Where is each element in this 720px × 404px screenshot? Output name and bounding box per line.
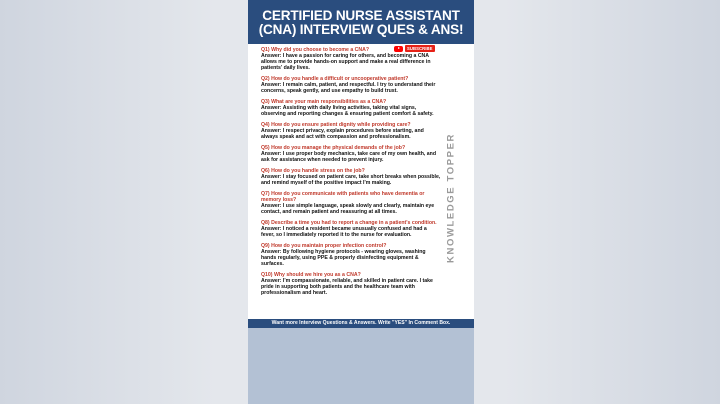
qa-item — [261, 122, 441, 140]
question: Q8) Describe a time you had to report a change in a patient's condition. — [261, 220, 437, 226]
qa-item — [261, 272, 441, 296]
title-banner — [248, 0, 474, 44]
qa-item — [261, 145, 441, 163]
question: Q9) How do you maintain proper infection control? — [261, 243, 387, 249]
answer: Answer: I noticed a resident became unusually confused and had a fever, so I immediately reported it to the nurse for evaluation. — [261, 226, 427, 238]
question: Q3) What are your main responsibilities as a CNA? — [261, 99, 387, 105]
bottom-panel — [248, 328, 474, 404]
qa-item — [261, 168, 441, 186]
watermark-text: KNOWLEDGE TOPPER — [445, 133, 457, 263]
answer: Answer: I use proper body mechanics, take care of my own health, and ask for assistance when needed to prevent injury. — [261, 151, 436, 163]
qa-item — [261, 191, 441, 215]
question: Q7) How do you communicate with patients who have dementia or memory loss? — [261, 191, 425, 203]
qa-item — [261, 99, 441, 117]
qa-list — [248, 44, 474, 296]
answer: Answer: I use simple language, speak slowly and clearly, maintain eye contact, and remain patient and reassuring at all times. — [261, 203, 435, 215]
answer: Answer: I have a passion for caring for others, and becoming a CNA allows me to provide hands-on support and make a real difference in patients' daily lives. — [261, 53, 431, 71]
subscribe-badge[interactable] — [394, 45, 435, 52]
infographic-card — [248, 0, 474, 404]
question: Q5) How do you manage the physical demands of the job? — [261, 145, 406, 151]
subscribe-label: SUBSCRIBE — [407, 46, 433, 51]
title-line-2: (CNA) INTERVIEW QUES & ANS! — [258, 22, 464, 37]
answer: Answer: By following hygiene protocols - wearing gloves, washing hands regularly, using PPE & properly disinfecting equipment & surfaces. — [261, 249, 426, 267]
question: Q4) How do you ensure patient dignity while providing care? — [261, 122, 411, 128]
answer: Answer: I stay focused on patient care, take short breaks when possible, and remind myself of the positive impact I'm making. — [261, 174, 441, 186]
qa-item — [261, 243, 441, 267]
question: Q1) Why did you choose to become a CNA? — [261, 47, 370, 53]
answer: Answer: I remain calm, patient, and respectful. I try to understand their concerns, speak gently, and use empathy to build trust. — [261, 82, 436, 94]
answer: Answer: I respect privacy, explain procedures before starting, and always speak and act with compassion and professionalism. — [261, 128, 424, 140]
qa-item — [261, 220, 441, 238]
answer: Answer: I'm compassionate, reliable, and skilled in patient care. I take pride in supporting both patients and the healthcare team with professionalism and heart. — [261, 278, 433, 296]
answer: Answer: Assisting with daily living activities, taking vital signs, observing and reporting changes & ensuring patient comfort & safety. — [261, 105, 434, 117]
question: Q2) How do you handle a difficult or uncooperative patient? — [261, 76, 409, 82]
youtube-play-icon — [394, 46, 403, 52]
footer-banner: Want more Interview Questions & Answers. Write "YES" In Comment Box. — [248, 319, 474, 328]
question: Q6) How do you handle stress on the job? — [261, 168, 365, 174]
title-line-1: CERTIFIED NURSE ASSISTANT — [262, 8, 460, 23]
qa-item — [261, 76, 441, 94]
question: Q10) Why should we hire you as a CNA? — [261, 272, 361, 278]
